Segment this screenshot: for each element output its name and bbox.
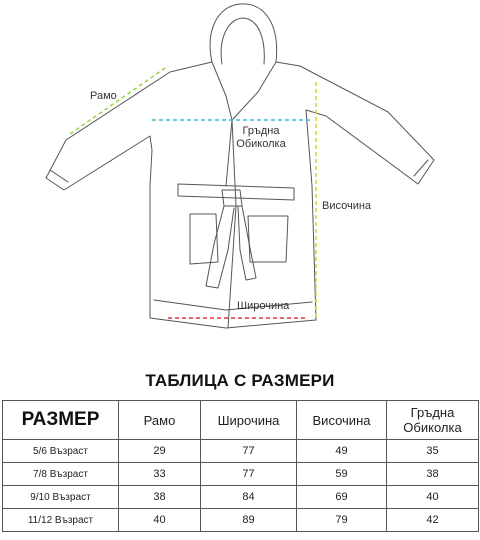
cell-shoulder: 29 [119, 440, 201, 463]
belt-tie-left [206, 206, 234, 288]
header-chest [387, 401, 479, 440]
cell-size: 7/8 Възраст [3, 463, 119, 486]
cell-size: 9/10 Възраст [3, 486, 119, 509]
header-chest-line2: Обиколка [403, 420, 462, 435]
cell-width: 89 [201, 509, 297, 532]
shoulder-label: Рамо [90, 90, 117, 102]
cell-size: 5/6 Възраст [3, 440, 119, 463]
cell-size: 11/12 Възраст [3, 509, 119, 532]
cell-shoulder: 33 [119, 463, 201, 486]
cell-shoulder: 38 [119, 486, 201, 509]
header-width: Широчина [201, 401, 297, 440]
cell-height: 59 [297, 463, 387, 486]
shoulder-measure-line [70, 66, 168, 134]
pocket-right [248, 216, 288, 262]
cell-width: 77 [201, 463, 297, 486]
chest-label [228, 125, 294, 151]
table-row [3, 509, 479, 532]
header-height: Височина [297, 401, 387, 440]
cell-height: 79 [297, 509, 387, 532]
header-size: РАЗМЕР [3, 401, 119, 440]
lapel-left [212, 62, 232, 186]
header-chest-line1: Гръдна [410, 405, 455, 420]
width-label: Широчина [237, 300, 290, 312]
table-row [3, 486, 479, 509]
chest-label-line2: Обиколка [236, 138, 286, 150]
height-label: Височина [322, 200, 372, 212]
right-cuff [414, 160, 428, 176]
cell-chest: 35 [387, 440, 479, 463]
left-cuff [50, 170, 68, 182]
belt-band [178, 184, 294, 200]
cell-height: 69 [297, 486, 387, 509]
size-table [2, 400, 479, 532]
table-header-row [3, 401, 479, 440]
hood-outline [210, 4, 277, 62]
pocket-left [190, 214, 218, 264]
header-shoulder: Рамо [119, 401, 201, 440]
cell-width: 77 [201, 440, 297, 463]
table-row [3, 440, 479, 463]
cell-height: 49 [297, 440, 387, 463]
cell-chest: 40 [387, 486, 479, 509]
table-row [3, 463, 479, 486]
lapel-right [232, 62, 276, 120]
cell-chest: 42 [387, 509, 479, 532]
belt-tie-right [238, 206, 256, 280]
cell-shoulder: 40 [119, 509, 201, 532]
hood-inner [221, 18, 264, 64]
cell-chest: 38 [387, 463, 479, 486]
chest-label-line1: Гръдна [242, 125, 280, 137]
cell-width: 84 [201, 486, 297, 509]
table-title: ТАБЛИЦА С РАЗМЕРИ [145, 371, 335, 390]
